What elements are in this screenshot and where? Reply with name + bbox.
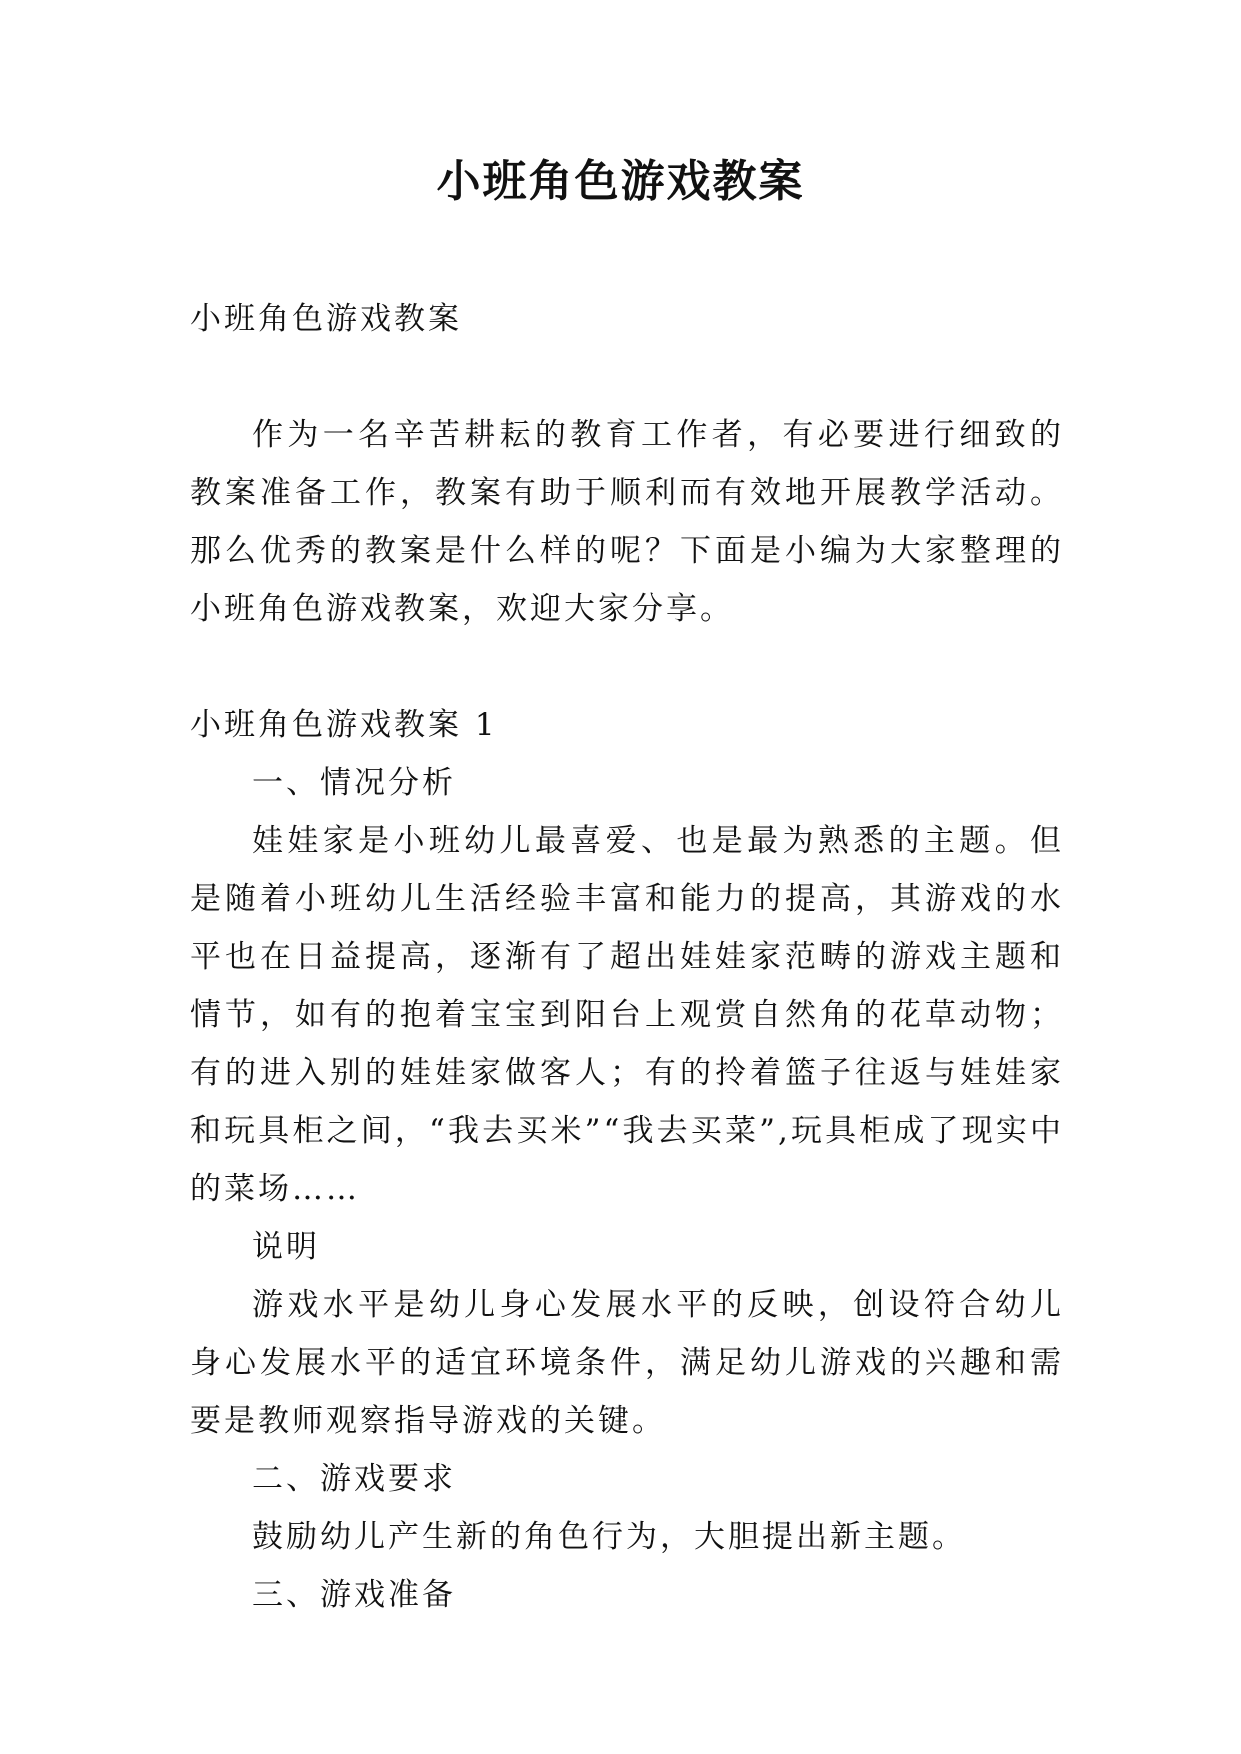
document-subtitle: 小班角色游戏教案: [190, 301, 462, 337]
heading-game-requirements: 二、游戏要求: [252, 1461, 456, 1497]
document-body: [190, 290, 1064, 1624]
intro-paragraph: 作为一名辛苦耕耘的教育工作者，有必要进行细致的教案准备工作，教案有助于顺利而有效地开展教学活动。那么优秀的教案是什么样的呢？下面是小编为大家整理的小班角色游戏教案，欢迎大家分享。: [190, 417, 1064, 627]
explanation-paragraph: 游戏水平是幼儿身心发展水平的反映，创设符合幼儿身心发展水平的适宜环境条件，满足幼儿游戏的兴趣和需要是教师观察指导游戏的关键。: [190, 1287, 1064, 1439]
requirements-paragraph: 鼓励幼儿产生新的角色行为，大胆提出新主题。: [252, 1519, 966, 1555]
document-title: 小班角色游戏教案: [436, 156, 805, 207]
heading-situation-analysis: 一、情况分析: [252, 765, 456, 801]
heading-game-preparation: 三、游戏准备: [252, 1577, 456, 1613]
section-title: 小班角色游戏教案 1: [190, 707, 498, 743]
analysis-paragraph: 娃娃家是小班幼儿最喜爱、也是最为熟悉的主题。但是随着小班幼儿生活经验丰富和能力的提高，其游戏的水平也在日益提高，逐渐有了超出娃娃家范畴的游戏主题和情节，如有的抱着宝宝到阳台上观赏自然角的花草动物；有的进入别的娃娃家做客人；有的拎着篮子往返与娃娃家和玩具柜之间，“我去买米”“我去买菜”,玩具柜成了现实中的菜场……: [190, 823, 1064, 1207]
heading-explanation: 说明: [252, 1229, 320, 1265]
